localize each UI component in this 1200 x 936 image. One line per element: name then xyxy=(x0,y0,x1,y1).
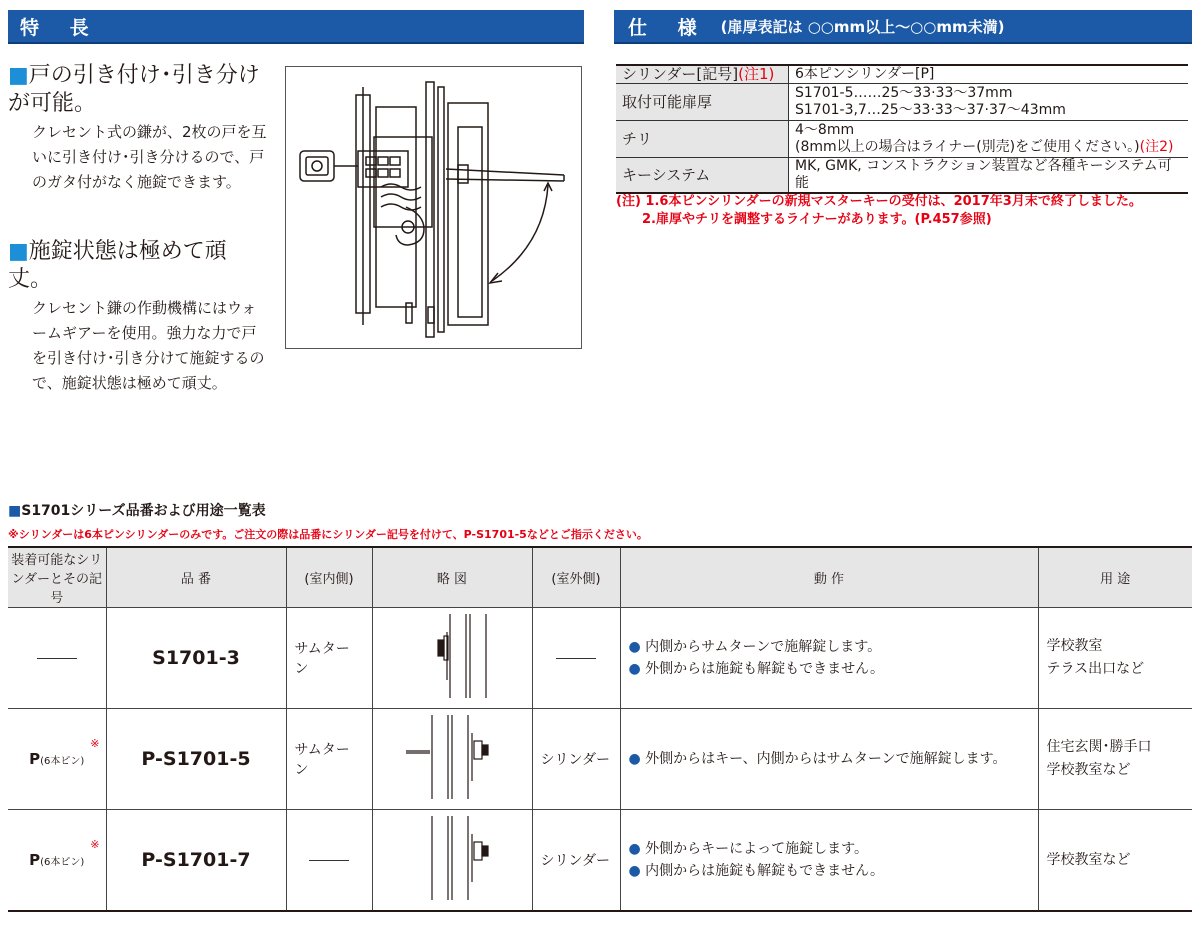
bullet-square-icon: ■ xyxy=(8,503,22,519)
action-text: 外側からはキー、内側からはサムターンで施解錠します。 xyxy=(645,751,1007,767)
spec-key: チリ xyxy=(622,129,653,148)
feature-title: 施錠状態は極めて頑丈。 xyxy=(8,239,227,292)
empty-dash xyxy=(556,658,596,659)
series-table xyxy=(8,546,1192,912)
spec-note: (注) 1.6本ピンシリンダーの新規マスターキーの受付は、2017年3月末で終了しました。 xyxy=(616,194,1142,209)
spec-table xyxy=(616,64,1188,194)
bullet-square-icon: ■ xyxy=(8,63,29,88)
use-text: 学校教室など xyxy=(1046,762,1131,778)
table-row xyxy=(8,608,1192,709)
list-title: ■S1701シリーズ品番および用途一覧表 xyxy=(8,503,266,519)
inside-cell: サムターン xyxy=(286,608,372,709)
spec-value: MK, GMK, コンストラクション装置など各種キーシステム可能 xyxy=(795,158,1172,191)
cylinder-cell xyxy=(8,709,106,810)
feature-item-1 xyxy=(8,62,270,195)
table-row xyxy=(8,810,1192,912)
table-header-row xyxy=(8,547,1192,608)
crescent-lock-drawing xyxy=(286,67,581,348)
cylinder-sub: (6本ピン) xyxy=(40,756,85,767)
bullet-dot-icon: ● xyxy=(628,841,641,857)
use-text: 学校教室 xyxy=(1046,638,1103,654)
specs-header xyxy=(614,10,1192,44)
action-text: 外側からキーによって施錠します。 xyxy=(645,841,869,857)
action-text: 内側からサムターンで施解錠します。 xyxy=(645,639,882,655)
spec-key: キーシステム xyxy=(622,165,711,184)
diagram-cell xyxy=(372,608,532,709)
use-cell xyxy=(1038,810,1192,912)
spec-row xyxy=(616,65,1188,84)
spec-value: (8mm以上の場合はライナー(別売)をご使用ください。) xyxy=(795,139,1140,155)
bullet-dot-icon: ● xyxy=(628,639,641,655)
table-row xyxy=(8,709,1192,810)
cylinder-code: P xyxy=(29,750,41,768)
thumbturn-cylinder-diagram xyxy=(392,711,512,803)
use-text: 住宅玄関･勝手口 xyxy=(1046,739,1152,755)
part-number: P-S1701-5 xyxy=(106,709,286,810)
col-header-use: 用 途 xyxy=(1038,547,1192,608)
specs-header-title: 仕 様 xyxy=(628,16,709,39)
inside-cell xyxy=(286,810,372,912)
features-header xyxy=(8,10,584,44)
spec-value: 4〜8mm xyxy=(795,122,855,138)
use-cell xyxy=(1038,608,1192,709)
cylinder-code: P xyxy=(29,851,41,869)
action-cell xyxy=(620,810,1038,912)
spec-note: 2.扉厚やチリを調整するライナーがあります。(P.457参照) xyxy=(642,212,992,227)
action-cell xyxy=(620,608,1038,709)
action-text: 外側からは施錠も解錠もできません。 xyxy=(645,661,885,677)
features-header-title: 特 長 xyxy=(20,16,101,39)
diagram-cell xyxy=(372,709,532,810)
spec-row xyxy=(616,84,1188,121)
spec-key: シリンダー[記号] xyxy=(622,65,739,83)
bullet-dot-icon: ● xyxy=(628,751,641,767)
cylinder-cell xyxy=(8,810,106,912)
mechanism-illustration xyxy=(285,66,582,349)
empty-dash xyxy=(37,658,77,659)
asterisk-mark: ※ xyxy=(90,838,100,851)
col-header-part-number: 品 番 xyxy=(106,547,286,608)
feature-body: クレセント式の鎌が、2枚の戸を互いに引き付け･引き分けるので、戸のガタ付がなく施錠できます。 xyxy=(32,123,267,191)
spec-value: S1701-5……25〜33·33〜37mm xyxy=(795,85,1013,101)
col-header-diagram: 略 図 xyxy=(372,547,532,608)
cylinder-diagram xyxy=(392,812,512,904)
empty-dash xyxy=(309,860,349,861)
spec-row xyxy=(616,121,1188,158)
outside-cell: シリンダー xyxy=(532,810,620,912)
spec-row xyxy=(616,158,1188,194)
feature-body: クレセント鎌の作動機構にはウォームギアーを使用。強力な力で戸を引き付け･引き分けて施錠するので、施錠状態は極めて頑丈。 xyxy=(32,299,265,392)
feature-item-2 xyxy=(8,238,270,396)
spec-key: 取付可能扉厚 xyxy=(622,92,713,111)
action-text: 内側からは施錠も解錠もできません。 xyxy=(645,863,885,879)
inside-cell: サムターン xyxy=(286,709,372,810)
use-cell xyxy=(1038,709,1192,810)
list-note: ※シリンダーは6本ピンシリンダーのみです。ご注文の際は品番にシリンダー記号を付けて、P-S1701-5などとご指示ください。 xyxy=(8,528,648,541)
bullet-square-icon: ■ xyxy=(8,239,29,264)
cylinder-sub: (6本ピン) xyxy=(40,857,85,868)
spec-notes xyxy=(616,193,1142,229)
bullet-dot-icon: ● xyxy=(628,863,641,879)
spec-value: 6本ピンシリンダー[P] xyxy=(795,66,935,82)
col-header-action: 動 作 xyxy=(620,547,1038,608)
spec-key-note: (注1) xyxy=(738,65,775,83)
outside-cell: シリンダー xyxy=(532,709,620,810)
col-header-inside: (室内側) xyxy=(286,547,372,608)
thumbturn-diagram xyxy=(392,610,512,702)
diagram-cell xyxy=(372,810,532,912)
part-number: P-S1701-7 xyxy=(106,810,286,912)
use-text: テラス出口など xyxy=(1046,661,1145,677)
cylinder-cell xyxy=(8,608,106,709)
feature-title: 戸の引き付け･引き分けが可能。 xyxy=(8,63,260,116)
spec-value-note: (注2) xyxy=(1139,139,1174,155)
part-number: S1701-3 xyxy=(106,608,286,709)
action-cell xyxy=(620,709,1038,810)
bullet-dot-icon: ● xyxy=(628,661,641,677)
use-text: 学校教室など xyxy=(1046,851,1131,868)
col-header-outside: (室外側) xyxy=(532,547,620,608)
spec-value: S1701-3,7…25〜33·33〜37·37〜43mm xyxy=(795,102,1066,118)
asterisk-mark: ※ xyxy=(90,737,100,750)
specs-header-subtitle: (扉厚表記は ○○mm以上〜○○mm未満) xyxy=(720,17,1005,36)
outside-cell xyxy=(532,608,620,709)
col-header-cylinder: 装着可能なシリンダーとその記号 xyxy=(8,547,106,608)
